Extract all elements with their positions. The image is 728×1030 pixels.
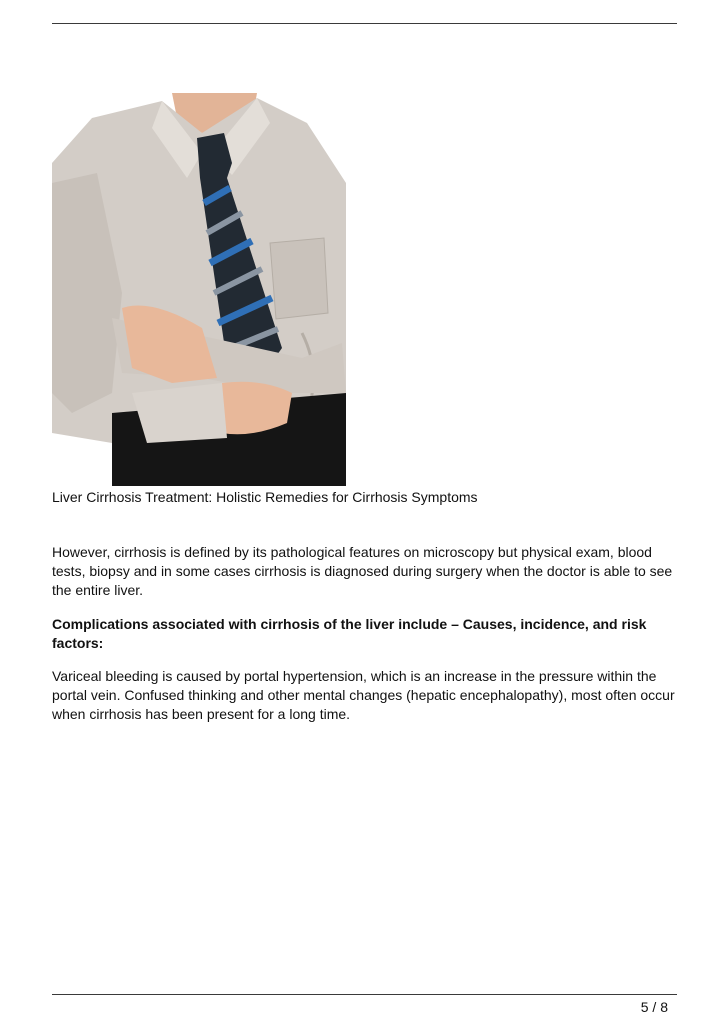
image-caption: Liver Cirrhosis Treatment: Holistic Remedies for Cirrhosis Symptoms — [52, 489, 478, 505]
paragraph-variceal-bleeding: Variceal bleeding is caused by portal hypertension, which is an increase in the pressure within the portal vein. Confused thinking and other mental changes (hepatic encephalopathy), most often occur when cirrhosis has been present for a long time. — [52, 668, 675, 722]
photo-illustration — [52, 93, 346, 486]
article-photo — [52, 93, 346, 486]
footer-rule — [52, 994, 677, 995]
section-heading: Complications associated with cirrhosis of the liver include – Causes, incidence, and risk factors: — [52, 616, 647, 651]
page-number: 5 / 8 — [640, 999, 668, 1015]
paragraph-diagnosis: However, cirrhosis is defined by its pathological features on microscopy but physical exam, blood tests, biopsy and in some cases cirrhosis is diagnosed during surgery when the doctor is able to see the entire liver. — [52, 544, 673, 598]
header-rule — [52, 23, 677, 24]
shirt-pocket — [270, 238, 328, 319]
lower-sleeve — [132, 383, 227, 443]
